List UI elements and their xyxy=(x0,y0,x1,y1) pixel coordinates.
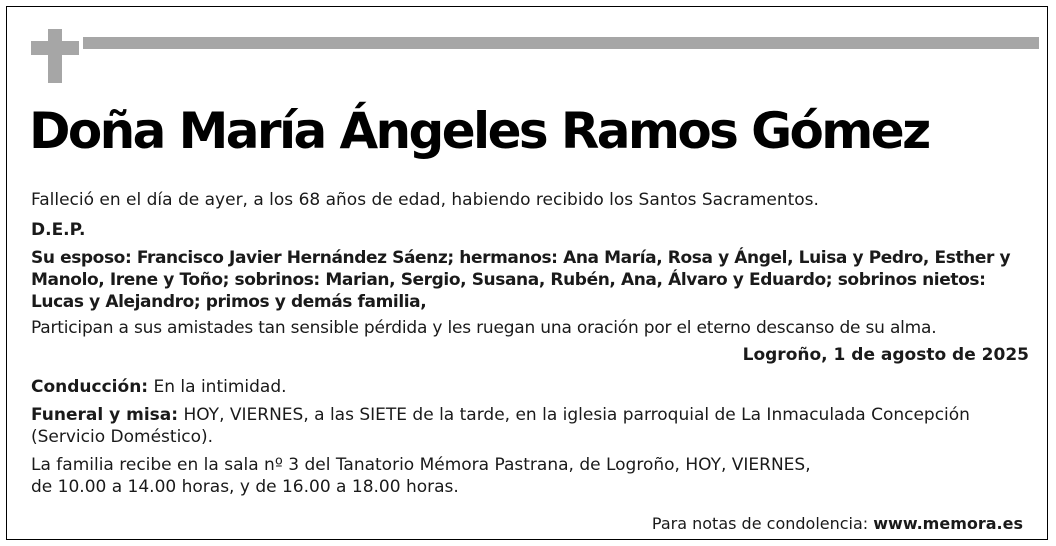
condolence-label: Para notas de condolencia: xyxy=(651,514,874,533)
conduccion-line xyxy=(31,376,1029,398)
obituary-card xyxy=(6,6,1048,540)
visitation-line-2: de 10.00 a 14.00 horas, y de 16.00 a 18.00 horas. xyxy=(31,477,459,497)
funeral-line xyxy=(31,404,1029,448)
header-rule xyxy=(83,37,1039,49)
funeral-label: Funeral y misa: xyxy=(31,405,179,425)
family-members: Su esposo: Francisco Javier Hernández Sáenz; hermanos: Ana María, Rosa y Ángel, Luisa y Pedro, Esther y Manolo, Irene y Toño; sobrinos: Marian, Sergio, Susana, Rubén, Ana, Álvaro y Eduardo; sobrinos nietos: Lucas y Alejandro; primos y demás familia, xyxy=(31,248,1011,312)
visitation-line-1: La familia recibe en la sala nº 3 del Tanatorio Mémora Pastrana, de Logroño, HOY, VIERNES, xyxy=(31,455,811,475)
condolence-footer xyxy=(652,513,1023,535)
dep-label: D.E.P. xyxy=(31,220,86,240)
death-notice-line: Falleció en el día de ayer, a los 68 años de edad, habiendo recibido los Santos Sacramentos. xyxy=(31,190,819,210)
conduccion-text: En la intimidad. xyxy=(148,377,287,397)
prayer-request: Participan a sus amistades tan sensible pérdida y les ruegan una oración por el eterno descanso de su alma. xyxy=(31,318,937,338)
place-date: Logroño, 1 de agosto de 2025 xyxy=(742,345,1029,365)
funeral-text: HOY, VIERNES, a las SIETE de la tarde, en la iglesia parroquial de La Inmaculada Concepción (Servicio Doméstico). xyxy=(31,405,970,447)
cross-icon xyxy=(31,29,79,83)
deceased-name: Doña María Ángeles Ramos Gómez xyxy=(29,102,929,160)
conduccion-label: Conducción: xyxy=(31,377,149,397)
condolence-link[interactable]: www.memora.es xyxy=(873,514,1023,533)
obituary-body xyxy=(31,189,1029,498)
